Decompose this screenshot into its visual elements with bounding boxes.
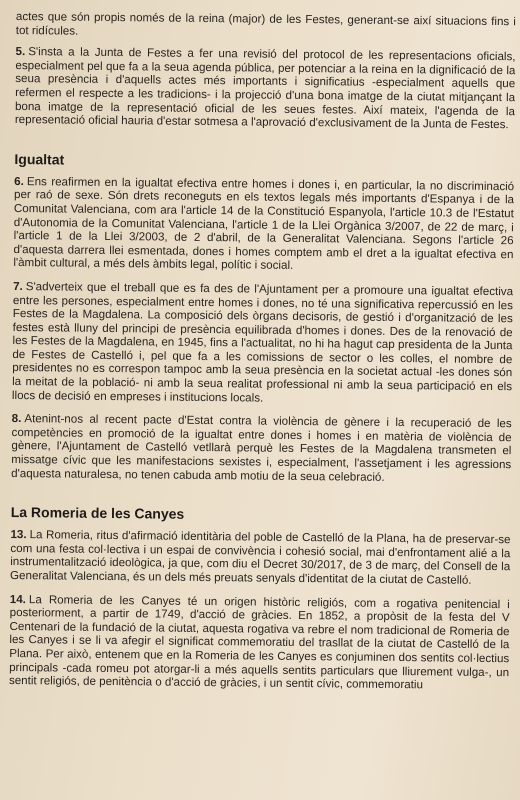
item-text: La Romeria de les Canyes té un origen històric religiós, com a rogativa penitencial i posteriorment, a partir de 1749, d'acció de gràcies. En 1852, a propòsit de la festa del V Centenari de la fundació de la ciutat, aquesta rogativa va rebre el nom tradicional de Romeria de les Canyes i se li va afegir el significat commemoratiu del trasllat de la ciutat de Castelló de la Plana. Per això, entenem que en la Romeria de les Canyes es conjuminen dos sentits col·lectius principals -cada romeu pot atorgar-li a més aquells sentits particulars que lliurement vulga-, un sentit religiós, de penitència o d'acció de gràcies, i un sentit cívic, commemoratiu — [8, 592, 510, 692]
item-number: 7. — [13, 279, 23, 293]
item-number: 5. — [15, 45, 26, 59]
item-text: Atenint-nos al recent pacte d'Estat contra la violència de gènere i la recuperació de les competències en promoció de la igualtat entre dones i homes i en matèria de violència de gènere, l'Ajuntament de Castelló vetllarà perquè les Festes de la Magdalena transmeten el missatge cívic que les manifestacions sexistes i, especialment, l'assetjament i les agressions d'aquesta naturalesa, no tenen cabuda amb motiu de la seua celebració. — [11, 412, 512, 484]
item-text: S'adverteix que el treball que es fa des de l'Ajuntament per a promoure una igualtat efectiva entre les persones, especialment entre homes i dones, no té una significativa repercussió en les Festes de la Magdalena. La composició dels òrgans decisoris, de gestió i d'organització de les festes està lluny del principi de presència equilibrada d'homes i dones. Des de la renovació de les Festes de la Magdalena, en 1945, fins a l'actualitat, no hi ha hagut cap presidenta de la Junta de Festes de Castelló i, pel que fa a les comissions de sector o les colles, el nombre de presidentes no es correspon tampoc amb la seua presència en la societat actual -les dones són la meitat de la població- ni amb la seua realitat professional ni amb la seua participació en els llocs de decisió en empreses i institucions locals. — [11, 280, 514, 405]
intro-text: actes que són propis només de la reina (major) de les Festes, generant-se així situacions fins i tot ridícules. — [15, 10, 516, 38]
item-6 — [13, 175, 514, 275]
item-number: 13. — [10, 528, 27, 542]
item-5 — [15, 45, 516, 132]
item-text: S'insta a la Junta de Festes a fer una revisió del protocol de les representacions oficials, especialment pel que fa a la seua agenda pública, per potenciar a la reina en la dignificació de la seua presència i d'aquells actes més importants i significatius -especialment aquells que refermen el respecte a les tradicions- i la projecció d'una bona imatge de la ciutat mitjançant la bona imatge de la representació oficial de les seues festes. Així mateix, l'agenda de la representació oficial hauria d'estar sotmesa a l'aprovació d'exclusivament de la Junta de Festes. — [14, 45, 516, 132]
item-text: Ens reafirmen en la igualtat efectiva entre homes i dones i, en particular, la no discriminació per raó de sexe. Són drets reconeguts en els textos legals més importants d'Espanya i de la Comunitat Valenciana, com ara l'article 14 de la Constitució Espanyola, l'article 10.3 de l'Estatut d'Autonomia de la Comunitat Valenciana, l'article 1 de la Llei Orgànica 3/2007, de 22 de març, i l'article 1 de la Llei 3/2003, de 2 d'abril, de la Generalitat Valenciana. Segons l'article 26 d'aquesta darrera llei esmentada, dones i homes comptem amb el dret a la igualtat efectiva en l'àmbit cultural, a més dels àmbits legal, polític i social. — [13, 174, 515, 273]
item-7 — [12, 280, 513, 408]
section-heading-igualtat: Igualtat — [14, 150, 65, 168]
item-13 — [10, 528, 511, 588]
intro-paragraph — [16, 10, 516, 42]
section-heading-romeria: La Romeria de les Canyes — [10, 504, 185, 523]
document-body — [9, 10, 516, 703]
item-8 — [11, 412, 512, 485]
item-number: 8. — [11, 412, 22, 426]
item-text: La Romeria, ritus d'afirmació identitària del poble de Castelló de la Plana, ha de preservar-se com una festa col·lectiva i un espai de convivència i cohesió social, mai d'enfrontament alié a la instrumentalització ideològica, ja que, com diu el Decret 30/2017, de 3 de març, del Consell de la Generalitat Valenciana, és un dels més preuats senyals d'identitat de la ciutat de Castelló. — [10, 528, 511, 587]
item-number: 6. — [14, 174, 24, 188]
item-number: 14. — [9, 592, 27, 606]
item-14 — [9, 593, 510, 693]
